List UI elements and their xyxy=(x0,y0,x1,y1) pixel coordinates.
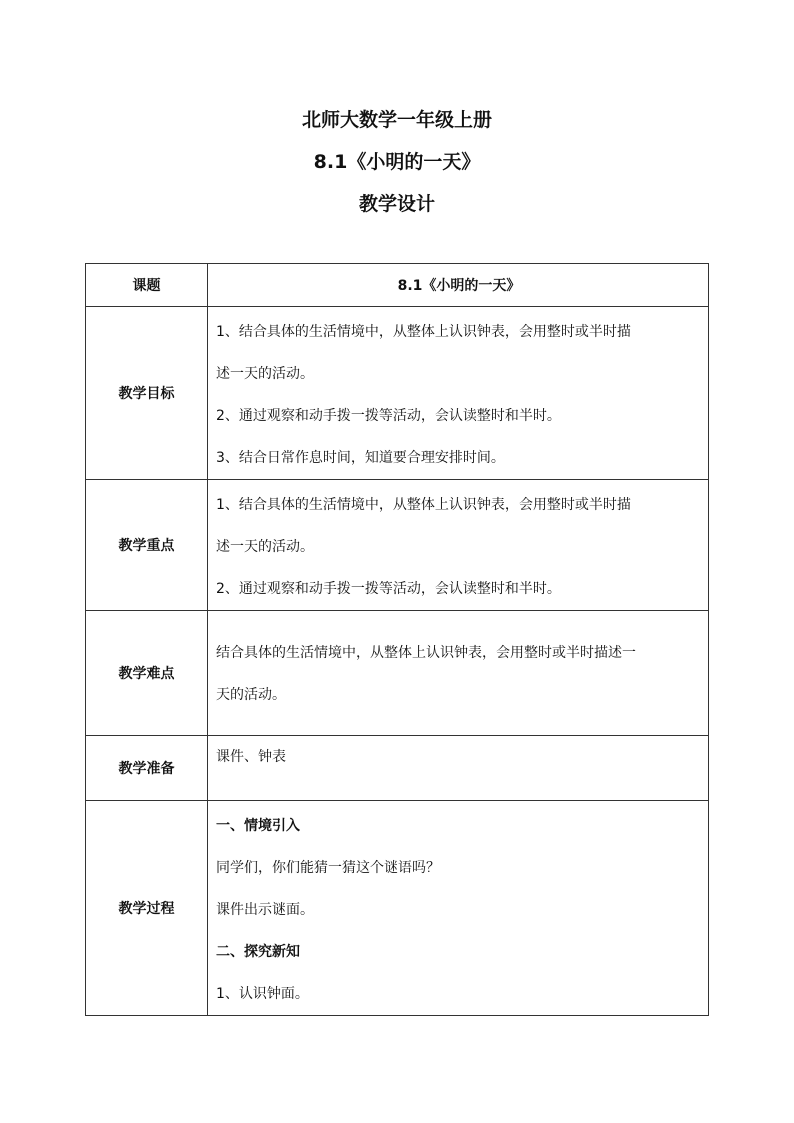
table-row-process xyxy=(86,801,709,1016)
difficulties-line: 结合具体的生活情境中，从整体上认识钟表，会用整时或半时描述一 xyxy=(216,645,636,661)
process-heading: 二、探究新知 xyxy=(216,944,300,960)
document-title-series: 北师大数学一年级上册 xyxy=(301,109,492,131)
key-points-line: 述一天的活动。 xyxy=(216,539,314,555)
cell-key-points xyxy=(208,480,709,611)
lesson-plan-table xyxy=(85,263,709,1016)
cell-preparation xyxy=(208,736,709,801)
document-title-block xyxy=(0,104,794,230)
cell-goals xyxy=(208,307,709,480)
document-title-lesson: 8.1《小明的一天》 xyxy=(313,151,481,173)
table-row-goals xyxy=(86,307,709,480)
value-topic: 8.1《小明的一天》 xyxy=(208,264,709,307)
table-row-topic xyxy=(86,264,709,307)
key-points-line: 1、结合具体的生活情境中，从整体上认识钟表，会用整时或半时描 xyxy=(216,497,631,513)
process-line: 1、认识钟面。 xyxy=(216,986,309,1002)
label-preparation: 教学准备 xyxy=(86,736,208,801)
document-title-type: 教学设计 xyxy=(358,193,435,215)
table-row-preparation xyxy=(86,736,709,801)
goals-line: 3、结合日常作息时间，知道要合理安排时间。 xyxy=(216,450,505,466)
label-process: 教学过程 xyxy=(86,801,208,1016)
label-difficulties: 教学难点 xyxy=(86,611,208,736)
label-goals: 教学目标 xyxy=(86,307,208,480)
cell-difficulties xyxy=(208,611,709,736)
goals-line: 1、结合具体的生活情境中，从整体上认识钟表，会用整时或半时描 xyxy=(216,324,631,340)
table-row-key-points xyxy=(86,480,709,611)
key-points-line: 2、通过观察和动手拨一拨等活动，会认读整时和半时。 xyxy=(216,581,561,597)
process-heading: 一、情境引入 xyxy=(216,818,300,834)
goals-line: 2、通过观察和动手拨一拨等活动，会认读整时和半时。 xyxy=(216,408,561,424)
process-line: 课件出示谜面。 xyxy=(216,902,314,918)
goals-line: 述一天的活动。 xyxy=(216,366,314,382)
table-row-difficulties xyxy=(86,611,709,736)
preparation-line: 课件、钟表 xyxy=(216,749,286,765)
difficulties-line: 天的活动。 xyxy=(216,687,286,703)
label-key-points: 教学重点 xyxy=(86,480,208,611)
cell-process xyxy=(208,801,709,1016)
process-line: 同学们，你们能猜一猜这个谜语吗？ xyxy=(216,860,440,876)
label-topic: 课题 xyxy=(86,264,208,307)
